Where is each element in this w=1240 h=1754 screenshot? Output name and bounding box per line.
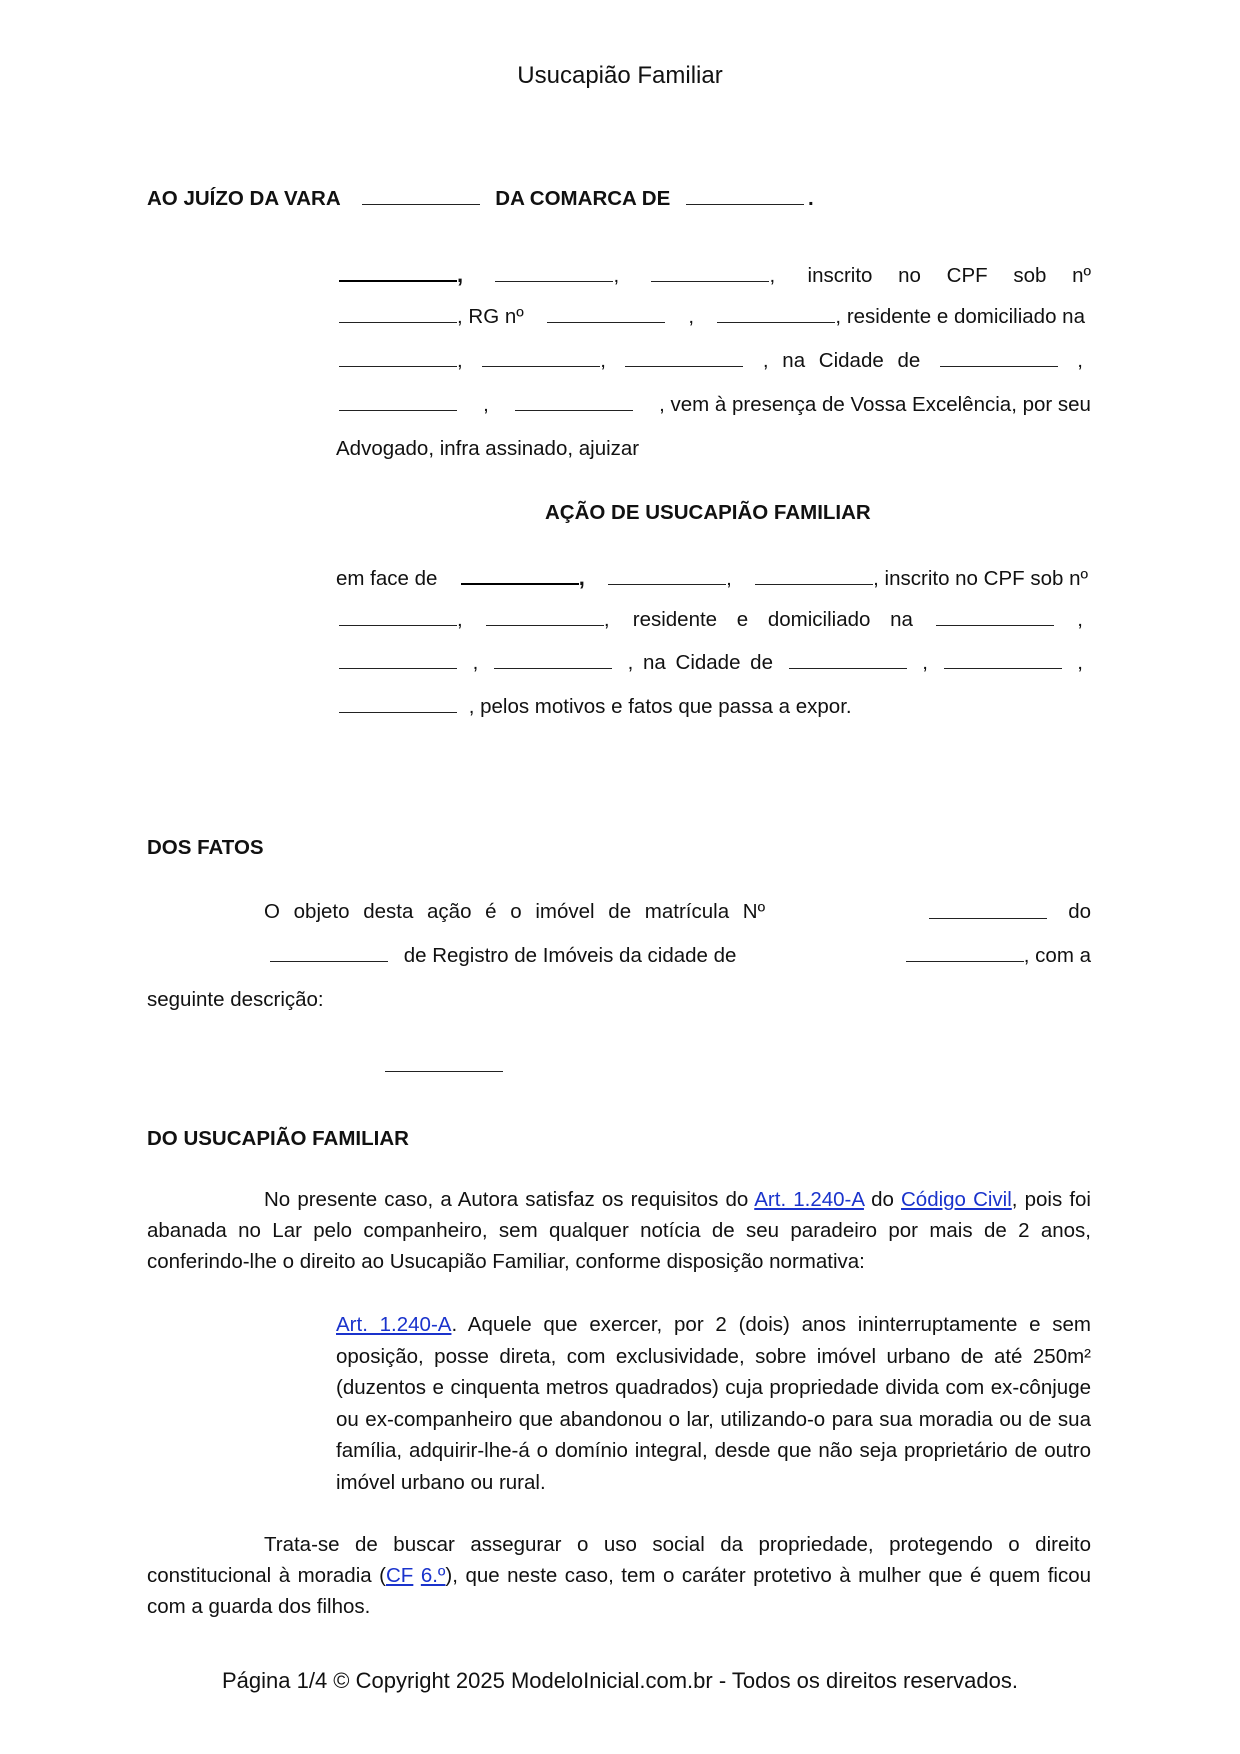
blank-field	[486, 611, 604, 626]
defendant-line-3	[339, 651, 1083, 675]
blank-field	[339, 654, 457, 669]
comma: ,	[457, 608, 463, 631]
quote-text: . Aquele que exercer, por 2 (dois) anos ininterruptamente e sem oposição, posse direta, com exclusividade, sobre imóvel urbano de até 250m² (duzentos e cinquenta metros quadrados) cuja propriedade divida com ex-cônjuge ou ex-companheiro que abandonou o lar, utilizando-o para sua moradia ou de sua família, adquirir-lhe-á o domínio integral, desde que não seja proprietário de outro imóvel urbano ou rural.	[336, 1313, 1091, 1494]
blank-field	[625, 352, 743, 367]
cpf-label: , inscrito no CPF sob nº	[873, 567, 1088, 590]
blank-field	[482, 352, 600, 367]
residence-label: residente e domiciliado na	[632, 608, 913, 631]
comma: ,	[457, 262, 464, 287]
paragraph-text: , pois foi abanada no Lar pelo companheiro, sem qualquer notícia de seu paradeiro por mais de 2 anos, conferindo-lhe o direito ao Usucapião Familiar, conforme disposição normativa:	[147, 1188, 1091, 1273]
address-end-punct: .	[807, 187, 814, 210]
comma: ,	[688, 305, 695, 328]
court-address-line	[147, 187, 814, 211]
blank-field	[940, 352, 1058, 367]
action-title: AÇÃO DE USUCAPIÃO FAMILIAR	[545, 501, 871, 524]
qualification-line-2	[339, 305, 1085, 329]
comma: ,	[769, 264, 776, 287]
comma: ,	[922, 651, 928, 674]
blank-field	[339, 308, 457, 323]
blank-field	[339, 611, 457, 626]
blank-field	[936, 611, 1054, 626]
rg-label: , RG nº	[457, 305, 524, 328]
blank-field	[944, 654, 1062, 669]
blank-field	[547, 308, 665, 323]
city-label: , na Cidade de	[762, 349, 921, 372]
blank-field	[339, 266, 457, 282]
comma: ,	[600, 349, 606, 372]
usucapiao-heading: DO USUCAPIÃO FAMILIAR	[147, 1127, 409, 1150]
legal-quote	[336, 1309, 1091, 1498]
defendant-final: , pelos motivos e fatos que passa a expor.	[468, 695, 852, 718]
blank-field	[461, 569, 579, 585]
blank-field	[385, 1057, 503, 1072]
qualification-line-4	[339, 393, 1091, 417]
facts-text: O objeto desta ação é o imóvel de matrícula Nº	[264, 900, 766, 923]
blank-field	[339, 698, 457, 713]
qualification-line-5: Advogado, infra assinado, ajuizar	[336, 437, 640, 460]
defendant-line-4	[339, 695, 852, 719]
art-1240a-link[interactable]: Art. 1.240-A	[754, 1188, 864, 1211]
defendant-intro: em face de	[336, 567, 438, 590]
blank-field	[270, 947, 388, 962]
defendant-line-1	[336, 565, 1088, 591]
facts-line-1	[264, 900, 1091, 924]
page-header-title: Usucapião Familiar	[517, 62, 723, 89]
blank-field	[929, 904, 1047, 919]
blank-field	[515, 396, 633, 411]
qualification-line-3	[339, 349, 1083, 373]
page-footer: Página 1/4 © Copyright 2025 ModeloInicial.com.br - Todos os direitos reservados.	[222, 1668, 1018, 1693]
facts-line-2	[270, 944, 1091, 968]
cf-link[interactable]: CF	[386, 1564, 414, 1587]
facts-text: do	[1068, 900, 1091, 923]
comma: ,	[483, 393, 489, 416]
blank-field	[339, 396, 457, 411]
comma: ,	[613, 264, 620, 287]
usucapiao-paragraph-1	[147, 1184, 1091, 1277]
facts-line-3: seguinte descrição:	[147, 988, 324, 1011]
comma: ,	[457, 349, 463, 372]
blank-field	[755, 570, 873, 585]
address-vara-label: AO JUÍZO DA VARA	[147, 187, 340, 210]
paragraph-text: ), que neste caso, tem o caráter protetivo à mulher que é quem ficou com a guarda dos filhos.	[147, 1564, 1091, 1618]
comma: ,	[726, 567, 732, 590]
paragraph-text: Trata-se de buscar assegurar o uso social da propriedade, protegendo o direito constitucional à moradia (	[147, 1533, 1091, 1587]
paragraph-text: do	[871, 1188, 894, 1211]
blank-field	[717, 308, 835, 323]
codigo-civil-link[interactable]: Código Civil	[901, 1188, 1012, 1211]
blank-field	[495, 267, 613, 282]
blank-field	[686, 190, 804, 205]
facts-text: , com a	[1023, 944, 1091, 967]
comma: ,	[1077, 608, 1083, 631]
description-blank	[385, 1054, 503, 1078]
address-comarca-label: DA COMARCA DE	[495, 187, 671, 210]
art-6-link[interactable]: 6.º	[420, 1564, 446, 1587]
presence-text: , vem à presença de Vossa Excelência, por seu	[659, 393, 1091, 416]
blank-field	[362, 190, 480, 205]
blank-field	[906, 947, 1024, 962]
facts-text: de Registro de Imóveis da cidade de	[403, 944, 737, 967]
comma: ,	[603, 608, 610, 631]
blank-field	[339, 352, 457, 367]
blank-field	[789, 654, 907, 669]
comma: ,	[578, 565, 585, 590]
comma: ,	[1077, 349, 1083, 372]
comma: ,	[1077, 651, 1083, 674]
blank-field	[494, 654, 612, 669]
comma: ,	[472, 651, 479, 674]
facts-heading: DOS FATOS	[147, 836, 264, 859]
city-label: , na Cidade de	[627, 651, 773, 674]
usucapiao-paragraph-2	[147, 1529, 1091, 1622]
quote-art-link[interactable]: Art. 1.240-A	[336, 1313, 452, 1336]
cpf-label: inscrito no CPF sob nº	[807, 264, 1091, 287]
qualification-line-1	[339, 262, 1091, 288]
paragraph-text: No presente caso, a Autora satisfaz os requisitos do	[264, 1188, 749, 1211]
blank-field	[651, 267, 769, 282]
residence-label: , residente e domiciliado na	[835, 305, 1085, 328]
defendant-line-2	[339, 608, 1083, 632]
blank-field	[608, 570, 726, 585]
